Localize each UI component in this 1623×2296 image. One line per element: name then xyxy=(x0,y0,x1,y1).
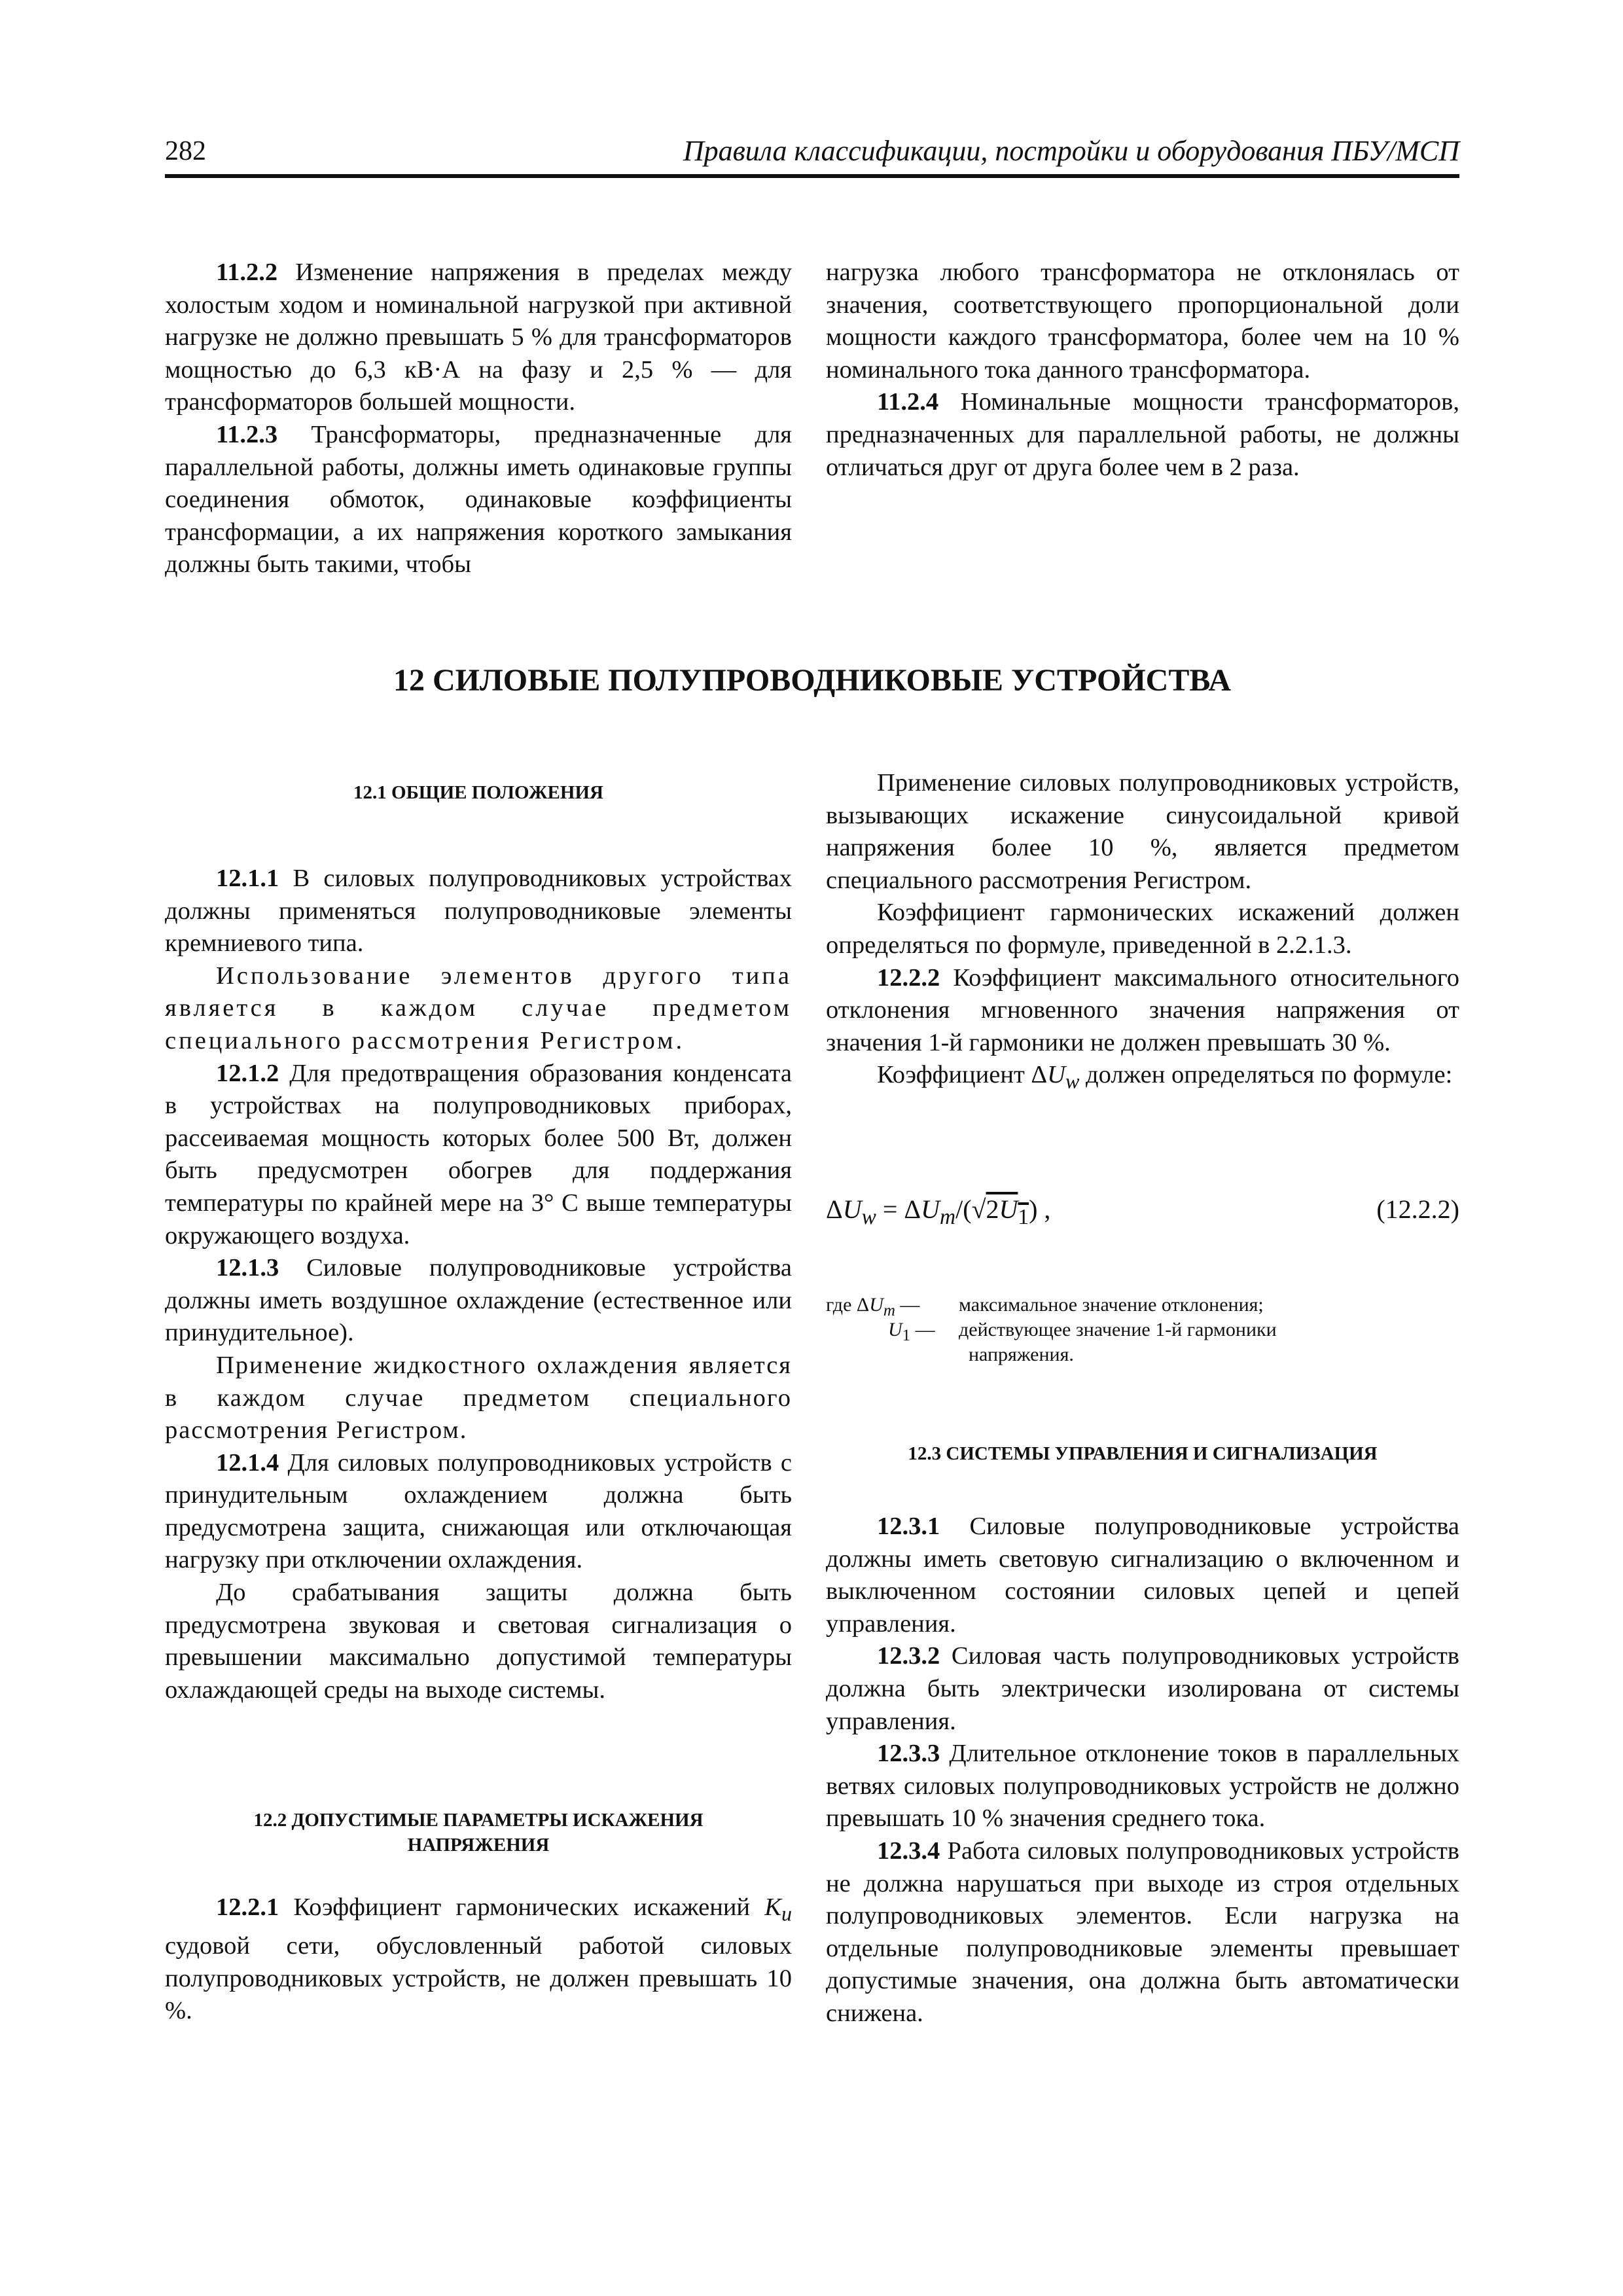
paragraph-text: Коэффициент гармонических искажений xyxy=(279,1893,765,1921)
clause-number: 12.2.1 xyxy=(216,1893,279,1921)
symbol-subscript: m xyxy=(883,1302,895,1319)
paragraph-12-2-2-b xyxy=(826,1059,1459,1098)
formula-12-2-2 xyxy=(826,1191,1459,1228)
top-left-column xyxy=(165,257,792,581)
symbol-subscript: w xyxy=(861,1205,876,1229)
section-title-line-2: НАПРЯЖЕНИЯ xyxy=(407,1835,550,1856)
symbol-subscript: 1 xyxy=(1018,1205,1029,1229)
division-operator: /( xyxy=(955,1194,972,1224)
clause-number: 12.1.1 xyxy=(216,865,279,892)
paragraph-12-3-1 xyxy=(826,1511,1459,1640)
symbol-subscript: m xyxy=(940,1205,956,1229)
paragraph-text: должен определяться по формуле: xyxy=(1079,1061,1453,1089)
paragraph-12-3-2 xyxy=(826,1640,1459,1738)
paragraph-12-3-3 xyxy=(826,1738,1459,1835)
equals-sign: = xyxy=(876,1194,904,1224)
closing-paren: ) , xyxy=(1029,1194,1051,1224)
symbol-u: U xyxy=(921,1194,940,1224)
legend-row xyxy=(826,1318,1459,1342)
paragraph-12-1-1-b: Использование элементов другого типа является в каждом случае предметом специального рассмотрения Регистром. xyxy=(165,961,792,1054)
paragraph-12-1-3-b: Применение жидкостного охлаждения является в каждом случае предметом специального рассмотрения Регистром. xyxy=(165,1351,792,1444)
paragraph-text: Силовые полупроводниковые устройства должны иметь световую сигнализацию о включенном и выключенном состоянии силовых цепей и цепей управления. xyxy=(826,1513,1459,1638)
chapter-title: 12 СИЛОВЫЕ ПОЛУПРОВОДНИКОВЫЕ УСТРОЙСТВА xyxy=(393,663,1231,698)
legend-description: максимальное значение отклонения; xyxy=(959,1294,1264,1316)
paragraph-11-2-3-continued: нагрузка любого трансформатора не отклонялась от значения, соответствующего пропорциональной доли мощности каждого трансформатора, более чем на 10 % номинального тока данного трансформатора. xyxy=(826,259,1459,384)
clause-number: 12.3.2 xyxy=(877,1642,940,1670)
symbol-subscript: u xyxy=(781,1901,792,1926)
radicand xyxy=(986,1194,1029,1229)
symbol-u: U xyxy=(1047,1061,1065,1089)
sqrt-sign: √ xyxy=(971,1194,986,1224)
paragraph-text: Для предотвращения образования конденсата в устройствах на полупроводниковых приборах, рассеиваемая мощность которых более 500 Вт, должен быть предусмотрен обогрев для поддержания температуры по крайней мере на 3° С выше температуры окружающего воздуха. xyxy=(165,1059,792,1249)
section-title-12-3: 12.3 СИСТЕМЫ УПРАВЛЕНИЯ И СИГНАЛИЗАЦИЯ xyxy=(908,1443,1378,1464)
paragraph-text: Коэффициент xyxy=(877,1061,1031,1089)
paragraph-12-1-4 xyxy=(165,1447,792,1577)
formula-number: (12.2.2) xyxy=(1376,1194,1459,1224)
section-title-line-1: 12.2 ДОПУСТИМЫЕ ПАРАМЕТРЫ ИСКАЖЕНИЯ xyxy=(253,1810,704,1831)
page-number: 282 xyxy=(165,136,206,166)
clause-number: 12.1.2 xyxy=(216,1059,279,1087)
paragraph-12-1-2 xyxy=(165,1058,792,1253)
section-12-3-body xyxy=(826,1511,1459,2030)
paragraph-text: Номинальные мощности трансформаторов, предназначенных для параллельной работы, не должны отличаться друг от друга более чем в 2 раза. xyxy=(826,388,1459,481)
paragraph-11-2-2 xyxy=(165,257,792,419)
paragraph-text: Силовые полупроводниковые устройства должны иметь воздушное охлаждение (естественное или принудительное). xyxy=(165,1254,792,1347)
delta-symbol: Δ xyxy=(856,1294,870,1316)
paragraph-text: судовой сети, обусловленный работой силовых полупроводниковых устройств, не должен превышать 10 %. xyxy=(165,1932,792,2025)
delta-symbol: Δ xyxy=(826,1194,843,1224)
section-title-12-1: 12.1 ОБЩИЕ ПОЛОЖЕНИЯ xyxy=(353,782,603,803)
legend-description-continued: напряжения. xyxy=(969,1344,1074,1365)
formula-expression xyxy=(826,1191,1050,1236)
paragraph-text: Работа силовых полупроводниковых устройств не должна нарушаться при выходе из строя отдельных полупроводниковых элементов. Если нагрузка на отдельные полупроводниковые элементы превышает допустимые значения, она должна быть автоматически снижена. xyxy=(826,1837,1459,2027)
symbol-u: U xyxy=(869,1294,883,1316)
symbol-u: U xyxy=(842,1194,862,1224)
paragraph-text: Коэффициент максимального относительного отклонения мгновенного значения напряжения от значения 1-й гармоники не должен превышать 30 %. xyxy=(826,963,1459,1056)
section-12-2-body-left xyxy=(165,1892,792,2028)
paragraph-12-3-4 xyxy=(826,1835,1459,2030)
paragraph-11-2-3 xyxy=(165,419,792,581)
section-12-2-body-right xyxy=(826,767,1459,1098)
section-title-12-2 xyxy=(165,1808,792,1857)
symbol-subscript: 1 xyxy=(902,1327,911,1344)
paragraph-text: Изменение напряжения в пределах между холостым ходом и номинальной нагрузкой при активной нагрузке не должно превышать 5 % для трансформаторов мощностью до 6,3 кВ·А на фазу и 2,5 % — для трансформаторов большей мощности. xyxy=(165,259,792,416)
paragraph-12-2-1 xyxy=(165,1892,792,2028)
symbol-u: U xyxy=(888,1319,902,1340)
paragraph-11-2-4 xyxy=(826,386,1459,484)
legend-word: где xyxy=(826,1294,857,1316)
symbol-u: U xyxy=(999,1194,1018,1224)
legend-dash: — xyxy=(910,1319,935,1340)
clause-number: 12.2.2 xyxy=(877,963,940,992)
symbol-k: K xyxy=(764,1893,781,1921)
paragraph-12-1-4-b: До срабатывания защиты должна быть предусмотрена звуковая и световая сигнализация о превышении максимально допустимой температуры охлаждающей среды на выходе системы. xyxy=(165,1579,792,1704)
clause-number: 12.3.3 xyxy=(877,1740,940,1768)
clause-number: 11.2.2 xyxy=(216,259,278,286)
delta-symbol: Δ xyxy=(904,1194,921,1224)
clause-number: 12.1.4 xyxy=(216,1448,279,1477)
paragraph-12-1-1 xyxy=(165,863,792,960)
clause-number: 11.2.3 xyxy=(216,420,278,448)
section-12-1-body xyxy=(165,863,792,1706)
header-rule xyxy=(165,174,1459,178)
paragraph-12-2-1-b: Применение силовых полупроводниковых устройств, вызывающих искажение синусоидальной кривой напряжения более 10 %, является предметом специального рассмотрения Регистром. xyxy=(826,769,1459,894)
top-right-column xyxy=(826,257,1459,484)
legend-dash: — xyxy=(895,1294,920,1316)
paragraph-12-2-1-c: Коэффициент гармонических искажений должен определяться по формуле, приведенной в 2.2.1.3. xyxy=(826,899,1459,959)
delta-symbol: Δ xyxy=(1031,1061,1048,1089)
legend-row xyxy=(826,1293,1459,1318)
paragraph-text: Для силовых полупроводниковых устройств с принудительным охлаждением должна быть предусмотрена защита, снижающая или отключающая нагрузку при отключении охлаждения. xyxy=(165,1448,792,1574)
constant-two: 2 xyxy=(986,1194,999,1224)
legend-description: действующее значение 1-й гармоники xyxy=(959,1319,1277,1340)
paragraph-12-2-2 xyxy=(826,962,1459,1060)
paragraph-text: Силовая часть полупроводниковых устройств должна быть электрически изолирована от системы управления. xyxy=(826,1642,1459,1735)
symbol-subscript: w xyxy=(1065,1069,1080,1094)
clause-number: 12.1.3 xyxy=(216,1254,279,1282)
paragraph-text: Длительное отклонение токов в параллельных ветвях силовых полупроводниковых устройств не должно превышать 10 % значения среднего тока. xyxy=(826,1740,1459,1833)
formula-legend xyxy=(826,1293,1459,1367)
clause-number: 12.3.4 xyxy=(877,1837,940,1865)
clause-number: 11.2.4 xyxy=(877,388,939,416)
paragraph-text: В силовых полупроводниковых устройствах должны применяться полупроводниковые элементы кремниевого типа. xyxy=(165,865,792,958)
paragraph-12-1-3 xyxy=(165,1252,792,1350)
clause-number: 12.3.1 xyxy=(877,1513,940,1540)
legend-row xyxy=(826,1342,1459,1367)
paragraph-text: Трансформаторы, предназначенные для параллельной работы, должны иметь одинаковые группы соединения обмоток, одинаковые коэффициенты трансформации, а их напряжения короткого замыкания должны быть такими, чтобы xyxy=(165,420,792,579)
running-head: Правила классификации, постройки и оборудования ПБУ/МСП xyxy=(683,135,1459,167)
